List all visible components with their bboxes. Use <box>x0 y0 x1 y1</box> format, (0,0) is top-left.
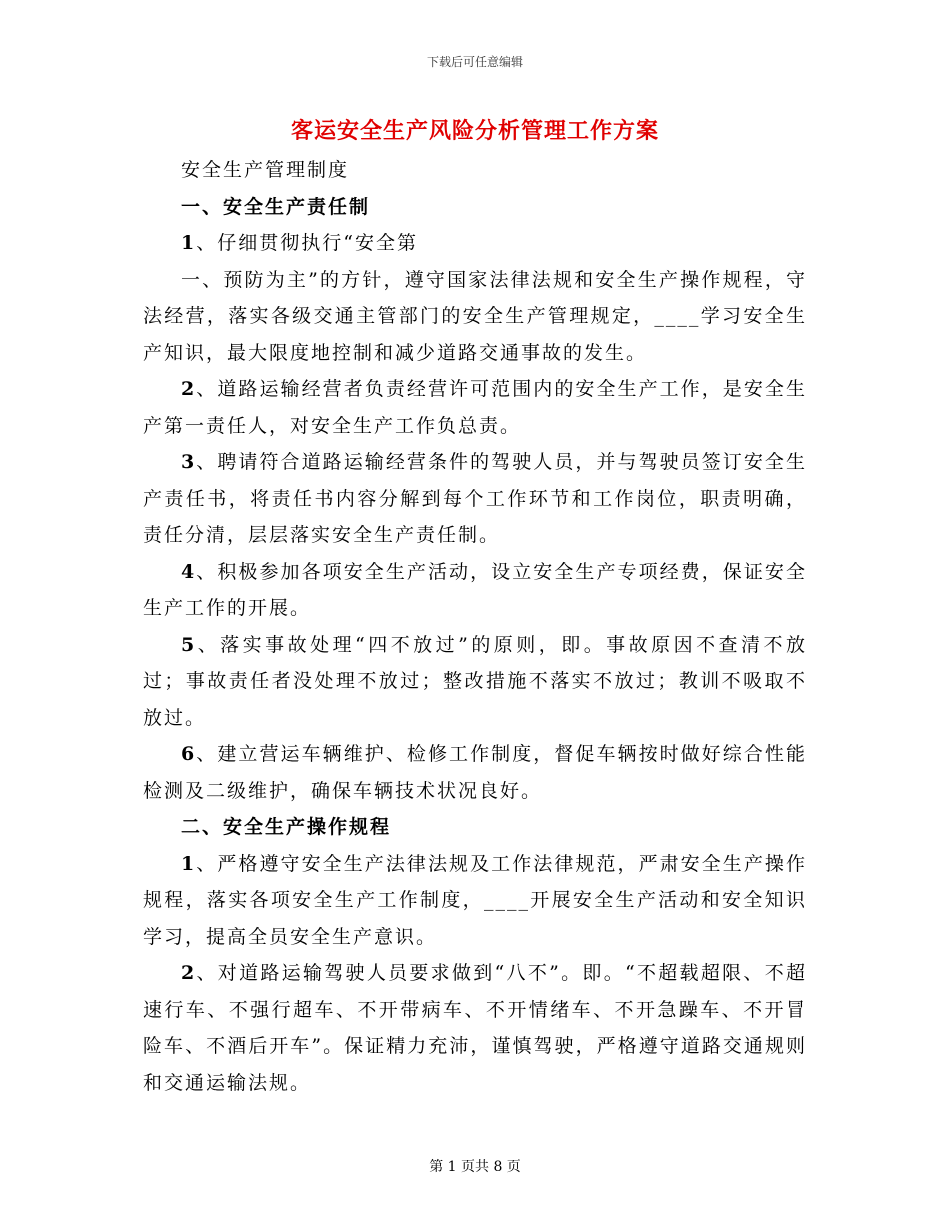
paragraph-text: 一、预防为主”的方针，遵守国家法律法规和安全生产操作规程，守法经营，落实各级交通主管部门的安全生产管理规定，____学习安全生产知识，最大限度地控制和减少道路交通事故的发生。 <box>143 268 807 364</box>
item-number: 4 <box>181 560 197 583</box>
paragraph-text: 、落实事故处理“四不放过”的原则，即。事故原因不查清不放过；事故责任者没处理不放过；整改措施不落实不放过；教训不吸取不放过。 <box>143 633 807 729</box>
page-header: 下载后可任意编辑 <box>426 55 523 69</box>
paragraph-text: 、道路运输经营者负责经营许可范围内的安全生产工作，是安全生产第一责任人，对安全生产工作负总责。 <box>143 378 807 437</box>
document-body <box>143 152 807 1101</box>
paragraph-text: 安全生产管理制度 <box>181 159 350 181</box>
paragraph-item <box>143 846 807 956</box>
item-number: 6 <box>181 743 197 765</box>
item-number: 2 <box>181 962 197 984</box>
item-number: 1 <box>181 232 197 254</box>
paragraph-intro <box>143 152 807 189</box>
paragraph-text: 、严格遵守安全生产法律法规及工作法律规范，严肃安全生产操作规程，落实各项安全生产工作制度，____开展安全生产活动和安全知识学习，提高全员安全生产意识。 <box>143 852 807 948</box>
paragraph-text: 、聘请符合道路运输经营条件的驾驶人员，并与驾驶员签订安全生产责任书，将责任书内容分解到每个工作环节和工作岗位，职责明确，责任分清，层层落实安全生产责任制。 <box>143 451 807 546</box>
paragraph-item <box>143 627 807 737</box>
paragraph-item <box>143 225 807 262</box>
paragraph-item <box>143 262 807 372</box>
paragraph-text: 、积极参加各项安全生产活动，设立安全生产专项经费，保证安全生产工作的开展。 <box>143 560 807 619</box>
item-number: 2 <box>181 378 197 400</box>
item-number: 3 <box>181 451 197 473</box>
paragraph-item <box>143 554 807 627</box>
heading-text: 二、安全生产操作规程 <box>181 816 392 838</box>
section-heading-1 <box>143 189 807 226</box>
paragraph-text: 、仔细贯彻执行“安全第 <box>196 232 418 254</box>
paragraph-item <box>143 444 807 554</box>
paragraph-text: 、对道路运输驾驶人员要求做到“八不”。即。“不超载超限、不超速行车、不强行超车、不开带病车、不开情绪车、不开急躁车、不开冒险车、不酒后开车”。保证精力充沛，谨慎驾驶，严格遵守道路交通规则和交通运输法规。 <box>143 962 807 1094</box>
section-heading-2 <box>143 809 807 846</box>
item-number: 1 <box>181 852 197 875</box>
document-title: 客运安全生产风险分析管理工作方案 <box>290 118 659 144</box>
paragraph-item <box>143 955 807 1101</box>
page-footer: 第 1 页共 8 页 <box>429 1159 521 1175</box>
paragraph-item <box>143 371 807 444</box>
item-number: 5 <box>181 633 197 656</box>
paragraph-text: 、建立营运车辆维护、检修工作制度，督促车辆按时做好综合性能检测及二级维护，确保车辆技术状况良好。 <box>143 743 807 802</box>
heading-text: 一、安全生产责任制 <box>181 195 371 218</box>
paragraph-item <box>143 736 807 809</box>
